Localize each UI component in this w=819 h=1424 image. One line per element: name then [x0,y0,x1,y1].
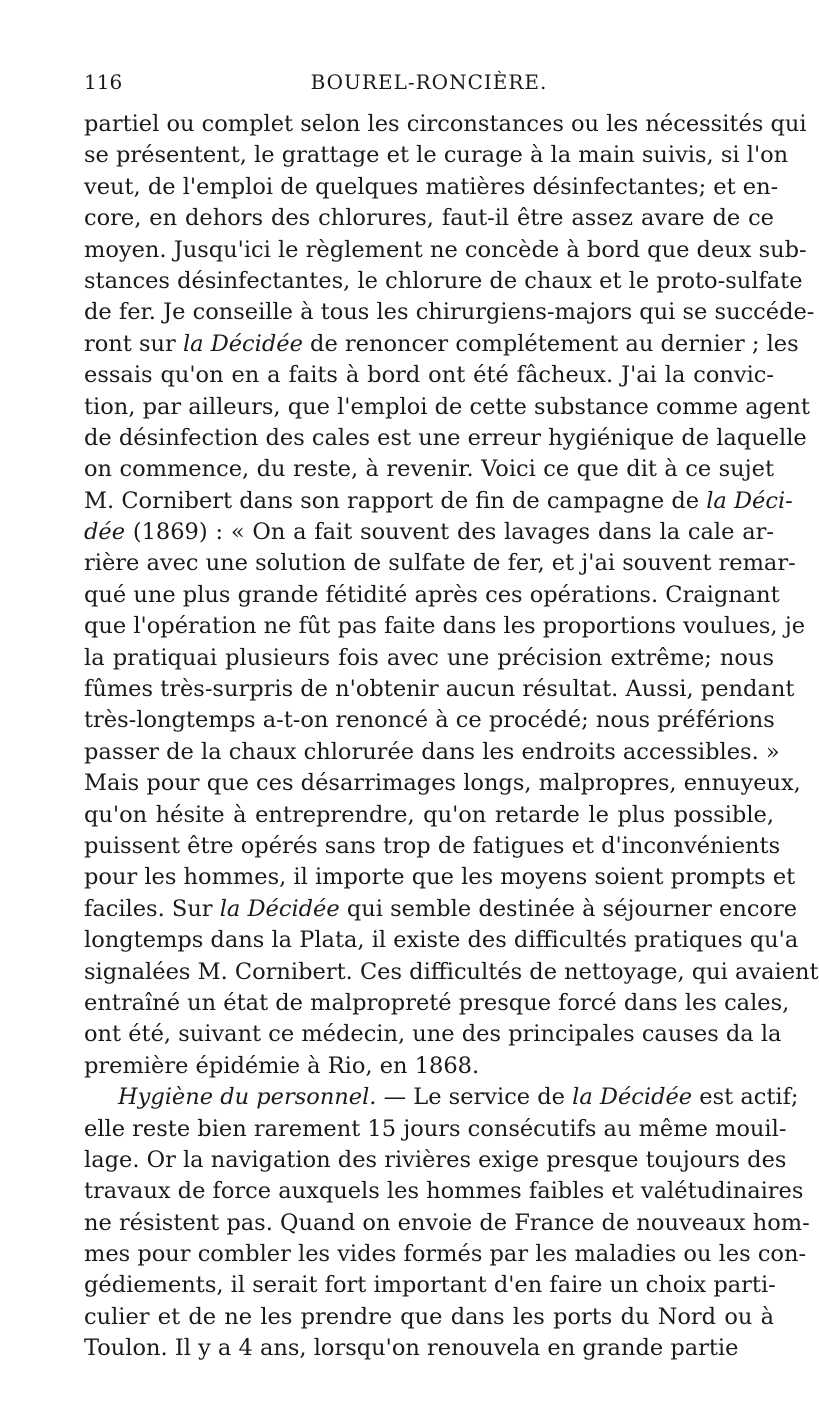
text-segment: travaux de force auxquels les hommes faibles et valétudinaires [84,1178,804,1205]
text-line [84,1051,774,1082]
text-line [84,1333,774,1364]
text-segment: — Le service de [376,1084,573,1111]
text-segment: entraîné un état de malpropreté presque forcé dans les cales, [84,989,790,1016]
text-line [84,392,810,423]
italic-text: la Déci- [706,487,793,514]
italic-text: dée [84,519,126,546]
text-segment: qui semble destinée à séjourner encore [339,895,798,922]
text-segment: signalées M. Cornibert. Ces difficultés de nettoyage, qui avaient [84,958,819,985]
text-line [84,768,801,799]
text-line [84,957,819,988]
text-segment: se présentent, le grattage et le curage à la main suivis, si l'on [84,142,789,169]
text-segment: qué une plus grande fétidité après ces opérations. Craignant [84,581,780,608]
text-segment: essais qu'on en a faits à bord ont été fâcheux. J'ai la convic- [84,362,774,389]
text-line [84,140,789,171]
text-segment: on commence, du reste, à revenir. Voici ce que dit à ce sujet [84,456,774,483]
text-segment: puissent être opérés sans trop de fatigues et d'inconvénients [84,832,781,859]
italic-text: Hygiène du personnel. [118,1084,377,1111]
text-line [84,1270,774,1301]
running-title: BOUREL-RONCIÈRE. [310,70,548,94]
text-segment: passer de la chaux chlorurée dans les endroits accessibles. » [84,738,780,765]
text-line [84,517,774,548]
text-segment: core, en dehors des chlorures, faut-il être assez avare de ce [84,205,774,232]
text-segment: ont été, suivant ce médecin, une des principales causes da la [84,1021,782,1048]
text-line [84,1019,782,1050]
text-segment: veut, de l'emploi de quelques matières désinfectantes; et en- [84,173,779,200]
text-segment: la pratiquai plusieurs fois avec une précision extrême; nous [84,644,774,671]
text-segment: est actif; [692,1084,799,1111]
text-segment: faciles. Sur [84,895,220,922]
text-segment: M. Cornibert dans son rapport de fin de campagne de [84,487,707,514]
text-line [84,454,774,485]
text-line [84,1208,810,1239]
text-segment: fûmes très-surpris de n'obtenir aucun résultat. Aussi, pendant [84,676,795,703]
body-text [84,109,819,1365]
text-segment: très-longtemps a-t-on renoncé à ce procédé; nous préférions [84,707,775,734]
text-segment: lage. Or la navigation des rivières exige presque toujours des [84,1146,787,1173]
text-segment: (1869) : « On a fait souvent des lavages dans la cale ar- [125,519,774,546]
text-line [84,1145,787,1176]
text-line [84,862,796,893]
text-segment: Mais pour que ces désarrimages longs, malpropres, ennuyeux, [84,770,801,797]
text-line [84,1082,799,1113]
text-segment: longtemps dans la Plata, il existe des difficultés pratiques qu'a [84,927,799,954]
text-segment: tion, par ailleurs, que l'emploi de cette substance comme agent [84,393,810,420]
text-line [84,925,799,956]
text-line [84,674,795,705]
text-line [84,611,806,642]
text-segment: Toulon. Il y a 4 ans, lorsqu'on renouvela en grande partie [84,1335,739,1362]
text-segment: gédiements, il serait fort important d'en faire un choix parti- [84,1272,776,1299]
text-line [84,360,774,391]
text-segment: pour les hommes, il importe que les moyens soient prompts et [84,864,796,891]
text-line [84,988,790,1019]
text-line [84,297,815,328]
italic-text: la Décidée [572,1084,693,1111]
text-line [84,486,793,517]
text-line [84,109,807,140]
text-segment: de fer. Je conseille à tous les chirurgiens-majors qui se succéde- [84,299,815,326]
text-line [84,329,799,360]
text-line [84,737,780,768]
text-line [84,1239,807,1270]
text-line [84,800,774,831]
text-line [84,235,807,266]
text-segment: stances désinfectantes, le chlorure de chaux et le proto-sulfate [84,267,803,294]
italic-text: la Décidée [182,330,303,357]
text-line [84,1302,774,1333]
text-segment: partiel ou complet selon les circonstances ou les nécessités qui [84,111,807,137]
text-line [84,831,781,862]
text-segment: elle reste bien rarement 15 jours consécutifs au même mouil- [84,1115,787,1142]
text-line [84,643,774,674]
page-number: 116 [84,70,123,94]
text-line [84,894,798,925]
text-line [84,172,779,203]
text-segment: première épidémie à Rio, en 1868. [84,1052,480,1079]
text-segment: culier et de ne les prendre que dans les ports du Nord ou à [84,1303,774,1330]
text-line [84,580,780,611]
text-line [84,1114,787,1145]
text-segment: de renoncer complétement au dernier ; les [302,330,799,357]
text-line [84,705,774,736]
text-line [84,548,796,579]
text-segment: ne résistent pas. Quand on envoie de France de nouveaux hom- [84,1209,810,1236]
text-segment: ront sur [84,330,183,357]
text-segment: mes pour combler les vides formés par les maladies ou les con- [84,1241,807,1268]
text-segment: que l'opération ne fût pas faite dans les proportions voulues, je [84,613,806,640]
text-line [84,203,774,234]
italic-text: la Décidée [219,895,340,922]
text-line [84,266,803,297]
text-segment: moyen. Jusqu'ici le règlement ne concède à bord que deux sub- [84,236,807,263]
text-line [84,423,807,454]
text-segment: de désinfection des cales est une erreur hygiénique de laquelle [84,424,807,451]
text-line [84,1176,804,1207]
text-segment: rière avec une solution de sulfate de fer, et j'ai souvent remar- [84,550,796,577]
text-segment: qu'on hésite à entreprendre, qu'on retarde le plus possible, [84,801,774,828]
page-header [84,70,774,100]
